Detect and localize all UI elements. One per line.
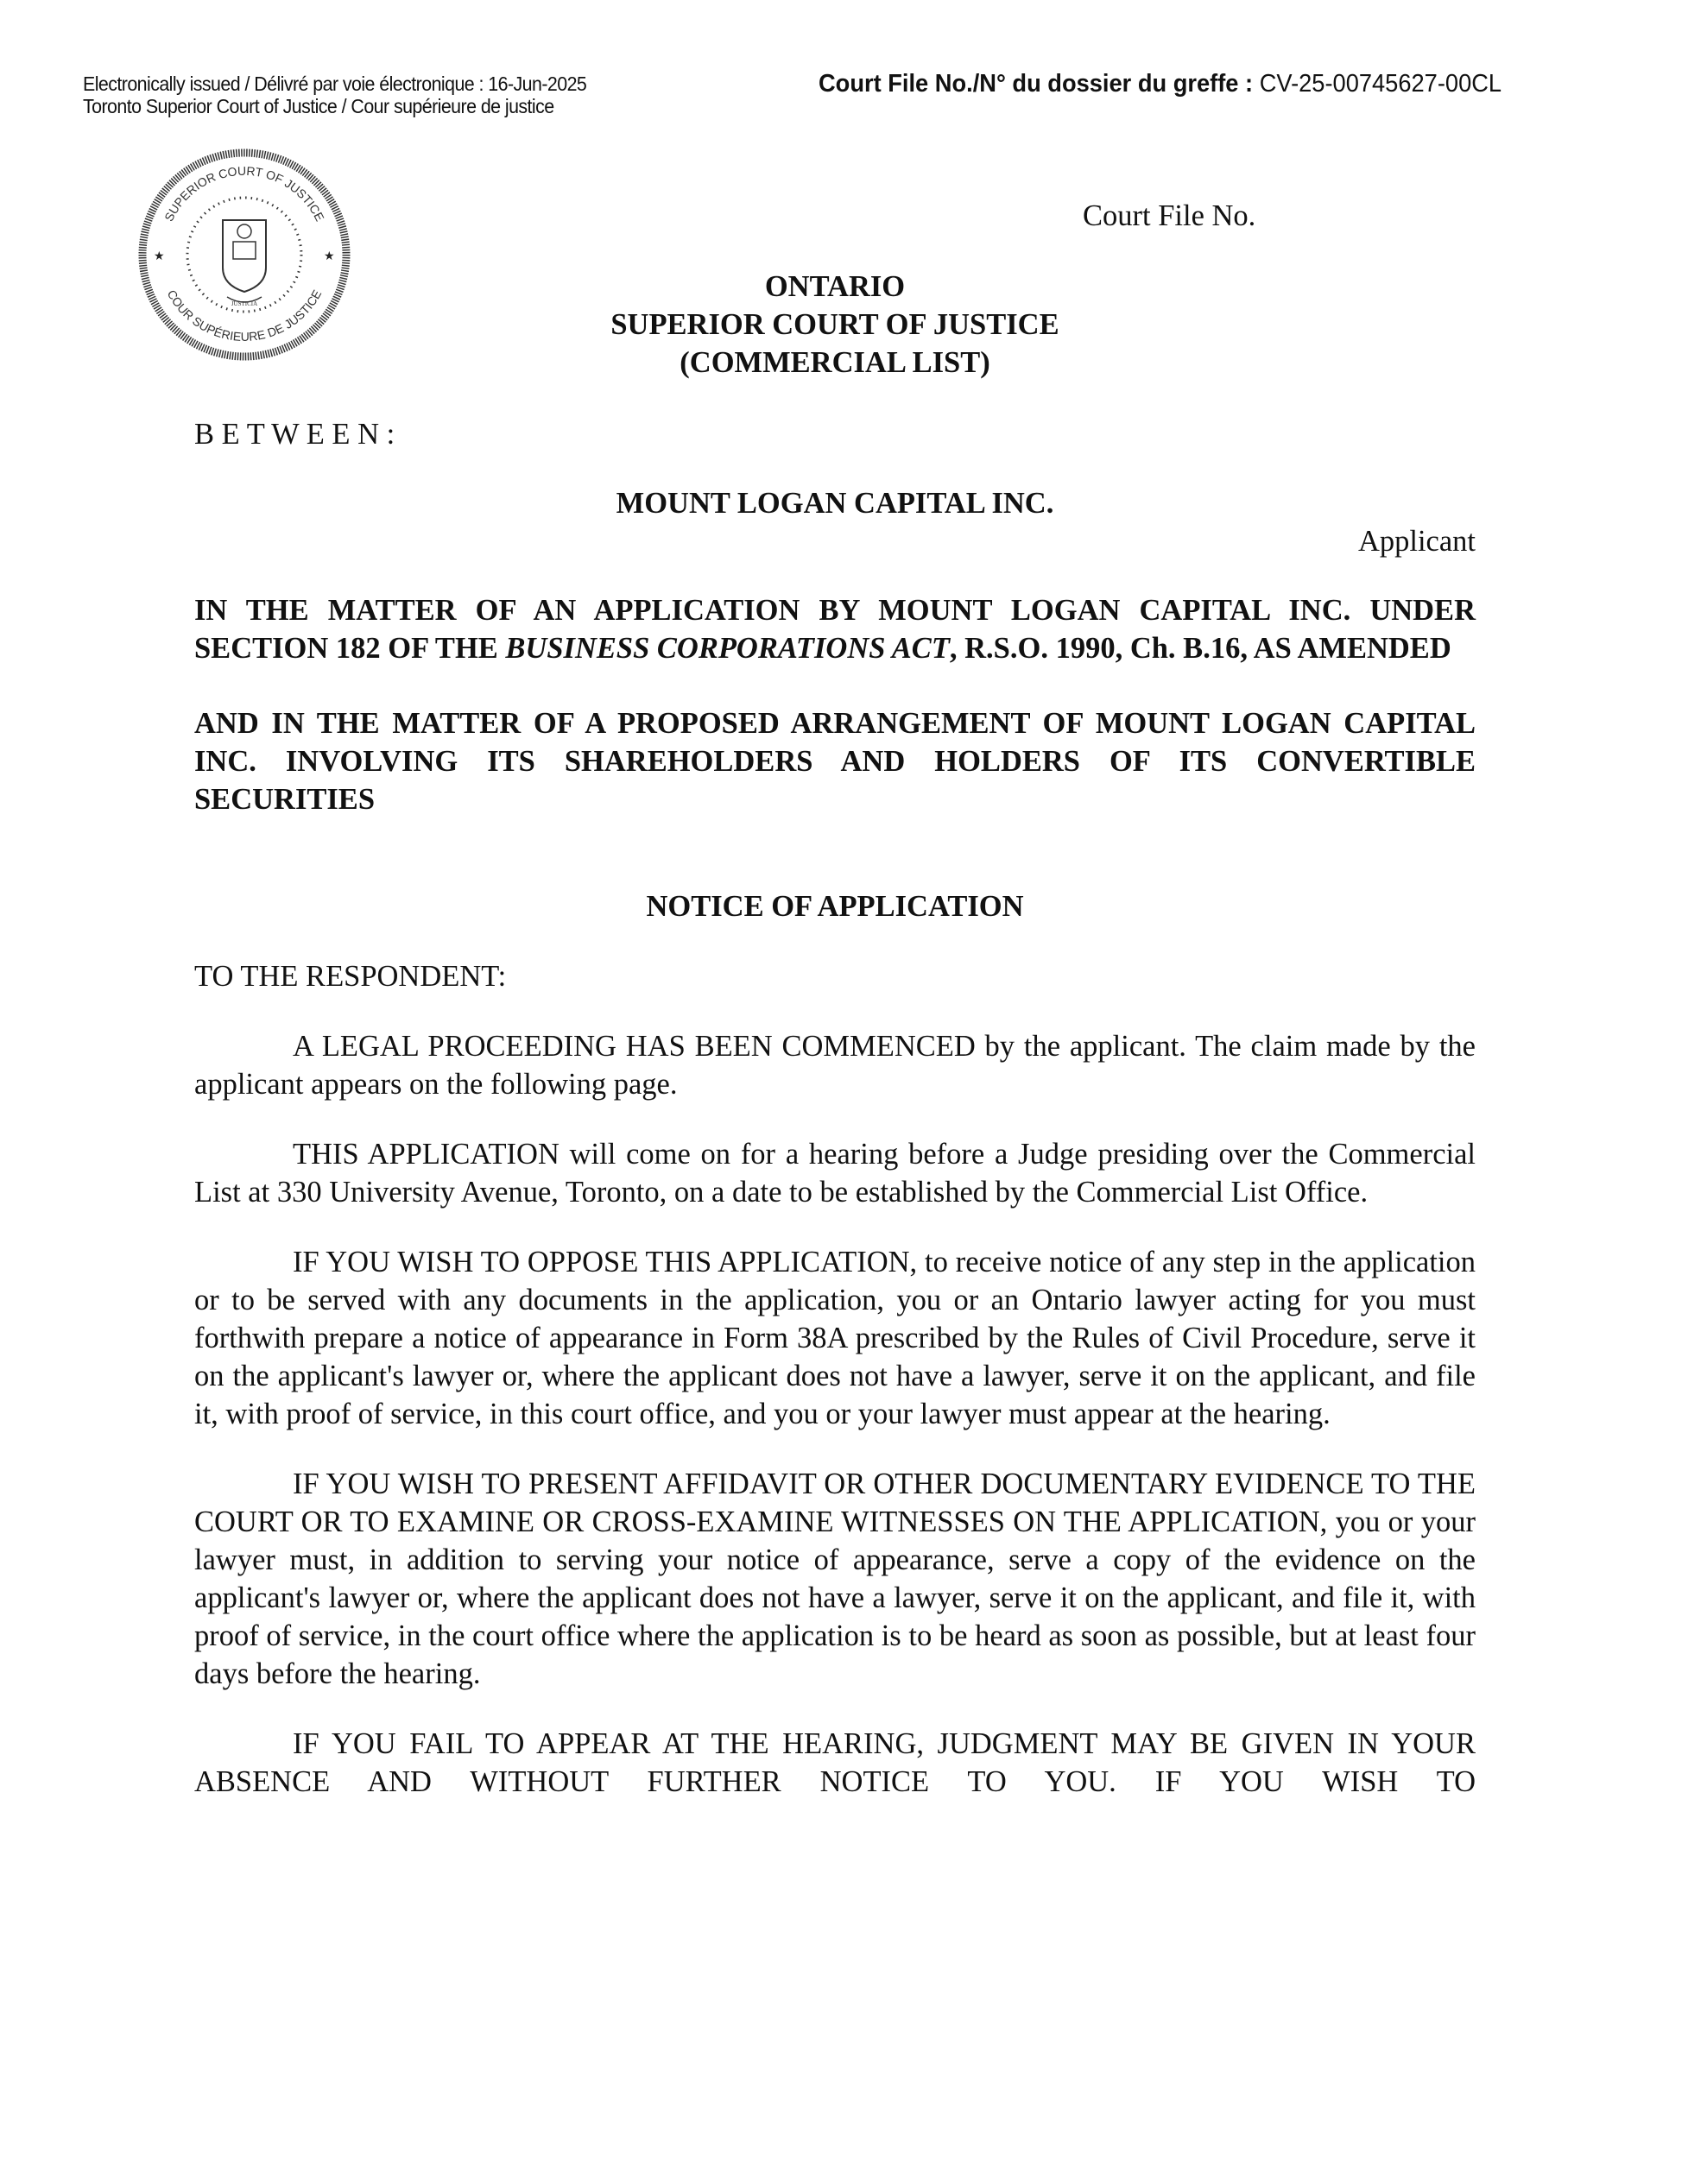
paragraph-fail-to-appear: IF YOU FAIL TO APPEAR AT THE HEARING, JUDGMENT MAY BE GIVEN IN YOUR ABSENCE AND WITHOUT FURTHER NOTICE TO YOU. IF YOU WISH TO — [194, 1727, 1476, 1798]
paragraph-evidence: IF YOU WISH TO PRESENT AFFIDAVIT OR OTHER DOCUMENTARY EVIDENCE TO THE COURT OR TO EXAMINE OR CROSS-EXAMINE WITNESSES ON THE APPLICATION, you or your lawyer must, in addition to serving your notice of appearance, serve a copy of the evidence on the applicant's lawyer or, where the applicant does not have a lawyer, serve it on the applicant, and file it, with proof of service, in the court office where the application is to be heard as soon as possible, but at least four days before the hearing. — [194, 1468, 1476, 1690]
shield-emblem — [233, 242, 256, 259]
between-label: B E T W E E N : — [194, 418, 395, 451]
court-line: Toronto Superior Court of Justice / Cour supérieure de justice — [83, 95, 554, 117]
court-file-label: Court File No./N° du dossier du greffe : — [819, 70, 1254, 98]
court-file-no-label: Court File No. — [1083, 199, 1256, 232]
respondent-salutation: TO THE RESPONDENT: — [194, 960, 507, 993]
court-file-header — [819, 69, 1501, 98]
jurisdiction-title: ONTARIO — [764, 270, 906, 303]
matter-1-text-end: , R.S.O. 1990, Ch. B.16, AS AMENDED — [949, 632, 1451, 665]
seal-top-text: SUPERIOR COURT OF JUSTICE — [161, 163, 327, 224]
court-title: SUPERIOR COURT OF JUSTICE — [610, 308, 1059, 341]
applicant-name: MOUNT LOGAN CAPITAL INC. — [616, 487, 1054, 520]
crown-icon — [237, 224, 251, 238]
paragraph-hearing: THIS APPLICATION will come on for a hearing before a Judge presiding over the Commercial List at 330 University Avenue, Toronto, on a date to be established by the Commercial List Office. — [194, 1138, 1476, 1209]
document-body — [194, 268, 1476, 1801]
matter-heading-2: AND IN THE MATTER OF A PROPOSED ARRANGEMENT OF MOUNT LOGAN CAPITAL INC. INVOLVING ITS SHAREHOLDERS AND HOLDERS OF ITS CONVERTIBLE SECURITIES — [194, 707, 1476, 816]
paragraph-commenced: A LEGAL PROCEEDING HAS BEEN COMMENCED by the applicant. The claim made by the applicant appears on the following page. — [194, 1030, 1476, 1101]
seal-bottom-text: COUR SUPÉRIEURE DE JUSTICE — [164, 287, 325, 344]
applicant-role: Applicant — [1357, 525, 1476, 558]
matter-heading-1 — [194, 591, 1476, 667]
list-title: (COMMERCIAL LIST) — [680, 346, 990, 379]
paragraph-oppose: IF YOU WISH TO OPPOSE THIS APPLICATION, to receive notice of any step in the application or to be served with any documents in the application, you or an Ontario lawyer acting for you must forthwith prepare a notice of appearance in Form 38A prescribed by the Rules of Civil Procedure, serve it on the applicant's lawyer or, where the applicant does not have a lawyer, serve it on the applicant, and file it, with proof of service, in this court office, and you or your lawyer must appear at the hearing. — [194, 1246, 1476, 1430]
court-file-number: CV-25-00745627-00CL — [1259, 70, 1502, 98]
act-name: BUSINESS CORPORATIONS ACT — [505, 632, 950, 665]
star-icon: ★ — [324, 250, 335, 263]
star-icon: ★ — [154, 250, 165, 263]
issued-line: Electronically issued / Délivré par voie électronique : 16-Jun-2025 — [83, 73, 587, 95]
e-filing-stamp — [83, 73, 586, 117]
seal-ribbon-text: JUSTICIA — [231, 300, 258, 307]
notice-title: NOTICE OF APPLICATION — [646, 890, 1024, 923]
matter-1-text: IN THE MATTER OF AN APPLICATION BY MOUNT LOGAN CAPITAL INC. UNDER SECTION 182 OF THE — [194, 594, 1476, 665]
